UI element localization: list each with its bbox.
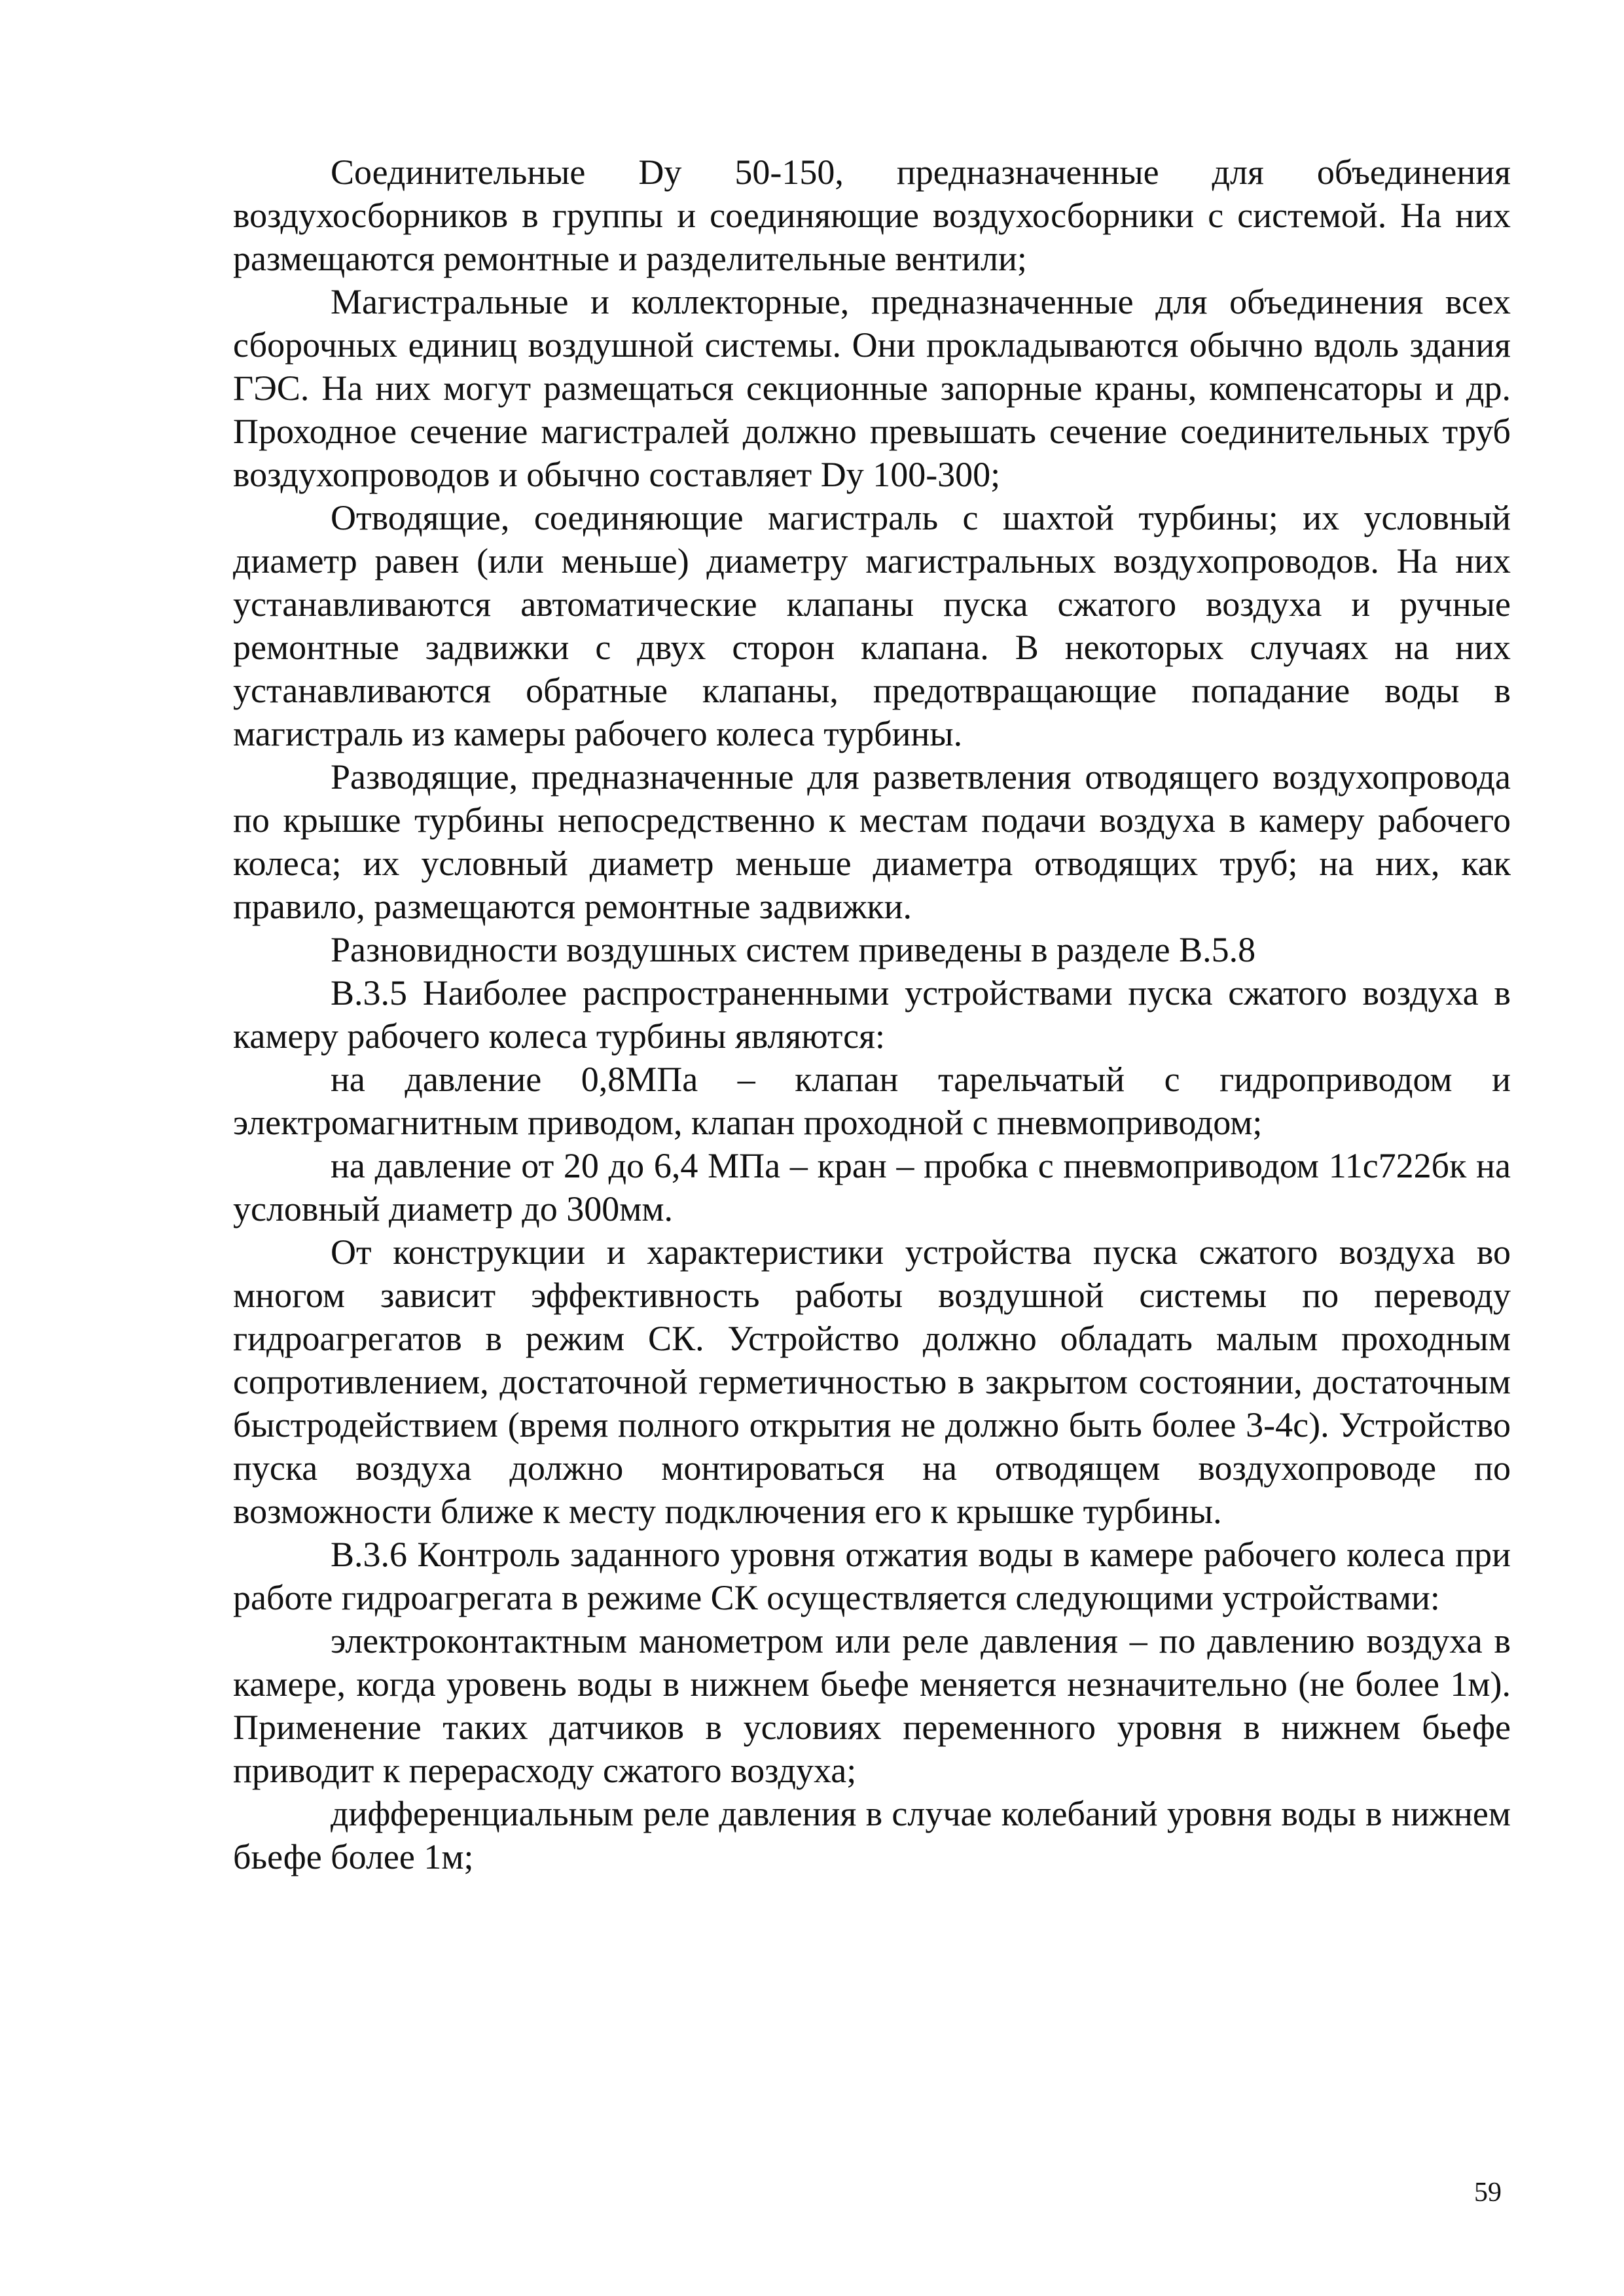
paragraph-section-b35: В.3.5 Наиболее распространенными устройствами пуска сжатого воздуха в камеру рабочего колеса турбины являются: xyxy=(233,973,1511,1056)
paragraph-distribution-pipes: Разводящие, предназначенные для разветвления отводящего воздухопровода по крышке турбины непосредственно к местам подачи воздуха в камеру рабочего колеса; их условный диаметр меньше диаметра отводящих труб; на них, как правило, размещаются ремонтные задвижки. xyxy=(233,757,1511,926)
paragraph-connecting-pipes: Соединительные Dy 50-150, предназначенные для объединения воздухосборников в группы и соединяющие воздухосборники с системой. На них размещаются ремонтные и разделительные вентили; xyxy=(233,152,1511,278)
paragraph-air-system-types: Разновидности воздушных систем приведены в разделе В.5.8 xyxy=(331,930,1256,969)
paragraph-main-pipes: Магистральные и коллекторные, предназначенные для объединения всех сборочных единиц воздушной системы. Они прокладываются обычно вдоль здания ГЭС. На них могут размещаться секционные запорные краны, компенсаторы и др. Проходное сечение магистралей должно превышать сечение соединительных труб воздухопроводов и обычно составляет Dy 100-300; xyxy=(233,282,1511,494)
paragraph-differential-relay: дифференциальным реле давления в случае колебаний уровня воды в нижнем бьефе более 1м; xyxy=(233,1794,1511,1876)
paragraph-device-design: От конструкции и характеристики устройства пуска сжатого воздуха во многом зависит эффективность работы воздушной системы по переводу гидроагрегатов в режим СК. Устройство должно обладать малым проходным сопротивлением, достаточной герметичностью в закрытом состоянии, достаточным быстродействием (время полного открытия не должно быть более 3-4с). Устройство пуска воздуха должно монтироваться на отводящем воздухопроводе по возможности ближе к месту подключения его к крышке турбины. xyxy=(233,1232,1511,1531)
page-number: 59 xyxy=(1474,2178,1502,2208)
document-body xyxy=(233,151,1511,1878)
paragraph-section-b36: В.3.6 Контроль заданного уровня отжатия воды в камере рабочего колеса при работе гидроагрегата в режиме СК осуществляется следующими устройствами: xyxy=(233,1535,1511,1617)
paragraph-contact-manometer: электроконтактным манометром или реле давления – по давлению воздуха в камере, когда уровень воды в нижнем бьефе меняется незначительно (не более 1м). Применение таких датчиков в условиях переменного уровня в нижнем бьефе приводит к перерасходу сжатого воздуха; xyxy=(233,1621,1511,1790)
paragraph-outlet-pipes: Отводящие, соединяющие магистраль с шахтой турбины; их условный диаметр равен (или меньше) диаметру магистральных воздухопроводов. На них устанавливаются автоматические клапаны пуска сжатого воздуха и ручные ремонтные задвижки с двух сторон клапана. В некоторых случаях на них устанавливаются обратные клапаны, предотвращающие попадание воды в магистраль из камеры рабочего колеса турбины. xyxy=(233,498,1511,753)
paragraph-pressure-08: на давление 0,8МПа – клапан тарельчатый с гидроприводом и электромагнитным приводом, клапан проходной с пневмоприводом; xyxy=(233,1060,1511,1142)
paragraph-pressure-20-64: на давление от 20 до 6,4 МПа – кран – пробка с пневмоприводом 11с722бк на условный диаметр до 300мм. xyxy=(233,1146,1511,1229)
